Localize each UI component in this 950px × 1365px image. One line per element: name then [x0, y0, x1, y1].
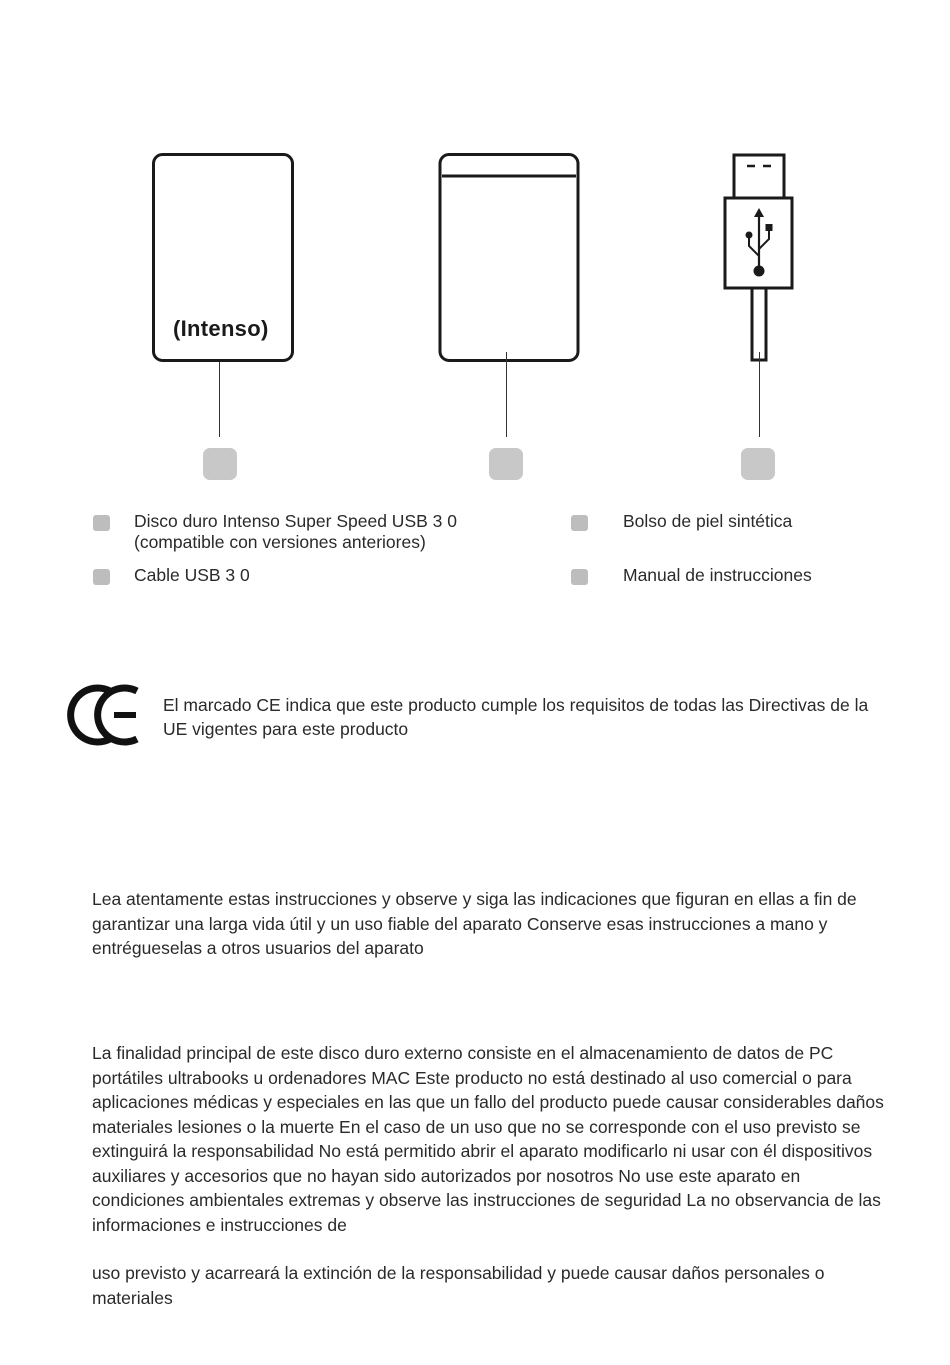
- intro-paragraph: Lea atentamente estas instrucciones y observe y siga las indicaciones que figuran en ellas a fin de garantizar una larga vida útil y un uso fiable del aparato Conserve esas instrucciones a mano y entrégueselas a otros usuarios del aparato: [92, 889, 857, 958]
- list-item-text: Cable USB 3 0: [134, 565, 250, 585]
- callout-badge: [741, 448, 775, 480]
- usb-cable-icon: [725, 155, 792, 360]
- consequence-paragraph: uso previsto y acarreará la extinción de la responsabilidad y puede causar daños personales o materiales: [92, 1263, 825, 1308]
- list-item-text: Bolso de piel sintética: [623, 511, 793, 531]
- list-marker: [93, 515, 110, 531]
- product-illustration: [0, 0, 950, 500]
- list-marker: [571, 569, 588, 585]
- list-item-text: (compatible con versiones anteriores): [134, 532, 426, 552]
- list-item-text: Manual de instrucciones: [623, 565, 812, 585]
- intended-use-paragraph: La finalidad principal de este disco duro externo consiste en el almacenamiento de datos de PC portátiles ultrabooks u ordenadores MAC Este producto no está destinado al uso comercial o para aplicaciones médicas y especiales en las que un fallo del producto puede causar considerables daños materiales lesiones o la muerte En el caso de un uso que no se corresponde con el uso previsto se extinguirá la responsabilidad No está permitido abrir el aparato modificarlo ni usar con él dispositivos auxiliares y accesorios que no hayan sido autorizados por nosotros No use este aparato en condiciones ambientales extremas y observe las instrucciones de seguridad La no observancia de las informaciones e instrucciones de: [92, 1043, 884, 1235]
- ce-notice-text: El marcado CE indica que este producto cumple los requisitos de todas las Directivas de la UE vigentes para este producto: [163, 695, 869, 739]
- list-item-text: Disco duro Intenso Super Speed USB 3 0: [134, 511, 457, 531]
- callout-badge: [489, 448, 523, 480]
- list-marker: [571, 515, 588, 531]
- drive-logo: (Intenso): [173, 316, 269, 341]
- leather-case-icon: [440, 155, 578, 361]
- list-item: [134, 511, 457, 553]
- callout-badge: [203, 448, 237, 480]
- list-marker: [93, 569, 110, 585]
